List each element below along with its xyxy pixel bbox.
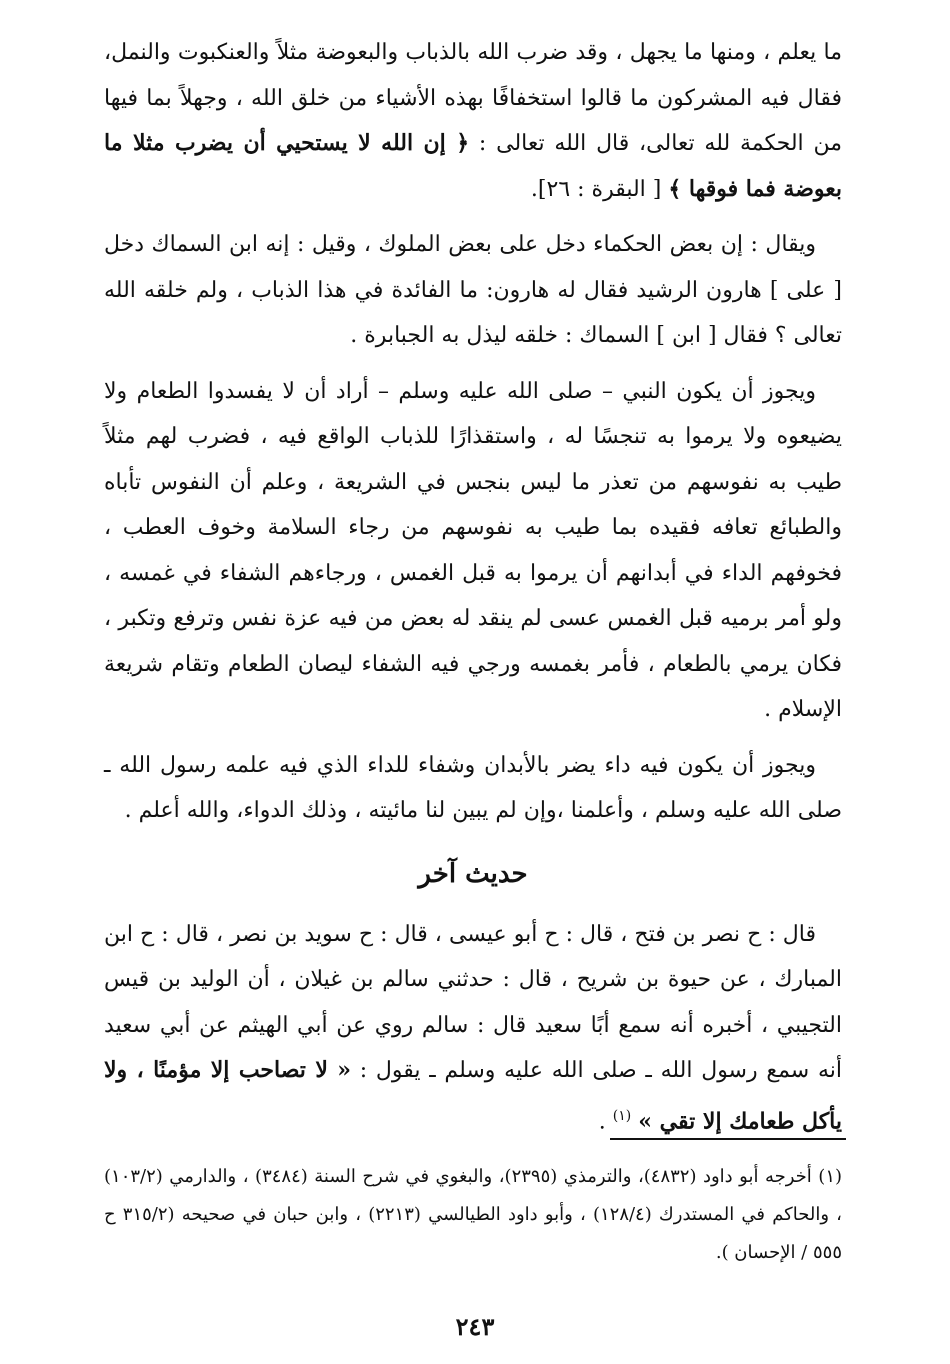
paragraph-text: ويجوز أن يكون فيه داء يضر بالأبدان وشفاء للداء الذي فيه علمه رسول الله ـ صلى الله عليه وسلم ، وأعلمنا ،وإن لم يبين لنا مائيته ، وذلك الدواء، والله أعلم . <box>104 752 842 823</box>
page-body <box>104 30 842 1144</box>
quran-verse: ﴿ إن الله لا يستحيي أن يضرب مثلا ما بعوضة فما فوقها ﴾ <box>104 130 842 202</box>
footnote: (١) أخرجه أبو داود (٤٨٣٢)، والترمذي (٢٣٩٥)، والبغوي في شرح السنة (٣٤٨٤) ، والدارمي (١٠٣/٢) ، والحاكم في المستدرك (١٢٨/٤) ، وأبو داود الطيالسي (٢٢١٣) ، وابن حبان في صحيحه (٣١٥/٢ ح ٥٥٥ / الإحسان ). <box>104 1166 843 1263</box>
paragraph-text: ما يعلم ، ومنها ما يجهل ، وقد ضرب الله بالذباب والبعوضة مثلاً والعنكبوت والنمل، فقال فيه المشركون ما قالوا استخفافًا بهذه الأشياء من خلق الله ، وجهلاً بما فيها من الحكمة لله تعالى، قال الله تعالى : <box>104 40 842 156</box>
paragraph-disease-cure <box>104 743 842 834</box>
paragraph-flies-parable <box>104 30 842 212</box>
hadith-chain: قال : ح نصر بن فتح ، قال : ح أبو عيسى ، قال : ح سويد بن نصر ، قال : ح ابن المبارك ، عن حيوة بن شريح ، قال : حدثني سالم بن غيلان ، أن الوليد بن قيس التجيبي ، أخبره أنه سمع أبًا سعيد قال : سالم روي عن أبي الهيثم عن أبي سعيد أنه سمع رسول الله ـ صلى الله عليه وسلم ـ يقول : <box>104 921 842 1083</box>
footnote-reference[interactable]: (١) <box>612 1107 632 1124</box>
hadith-end: . <box>598 1108 613 1134</box>
paragraph-ibn-sammak <box>104 222 842 359</box>
hadith-quote: « لا تصاحب إلا مؤمنًا ، ولا يأكل طعامك إلا تقي » <box>104 1057 842 1134</box>
paragraph-prophet-intent <box>104 369 842 733</box>
paragraph-text: ويقال : إن بعض الحكماء دخل على بعض الملوك ، وقيل : إنه ابن السماك دخل [ على ] هارون الرشيد فقال له هارون: ما الفائدة في هذا الذباب ، ولم خلقه الله تعالى ؟ فقال [ ابن ] السماك : خلقه ليذل به الجبابرة . <box>104 232 842 348</box>
verse-citation: [ البقرة : ٢٦]. <box>530 176 669 202</box>
paragraph-hadith <box>104 912 842 1145</box>
page-number: ٢٤٣ <box>455 1312 495 1341</box>
section-heading: حديث آخر <box>418 858 528 889</box>
footnote-divider <box>610 1138 846 1140</box>
paragraph-text: ويجوز أن يكون النبي – صلى الله عليه وسلم – أراد أن لا يفسدوا الطعام ولا يضيعوه ولا يرموا به تنجسًا له ، واستقذارًا للذباب الواقع فيه ، فضرب لهم مثلاً طيب به نفوسهم من تعذر ما ليس بنجس في الشريعة ، وعلم أن النفوس تأباه والطبائع تعافه فقيده بما طيب به نفوسهم من رجاء السلامة وخوف العطب ، فخوفهم الداء في أبدانهم أن يرموا به قبل الغمس ، ورجاءهم الشفاء في غمسه ، ولو أمر برميه قبل الغمس عسى لم ينقد له بعض من فيه عزة نفس وترفع وتكبر ، فكان يرمي بالطعام ، فأمر بغمسه ورجي فيه الشفاء ليصان الطعام وتقام شريعة الإسلام . <box>104 378 842 722</box>
